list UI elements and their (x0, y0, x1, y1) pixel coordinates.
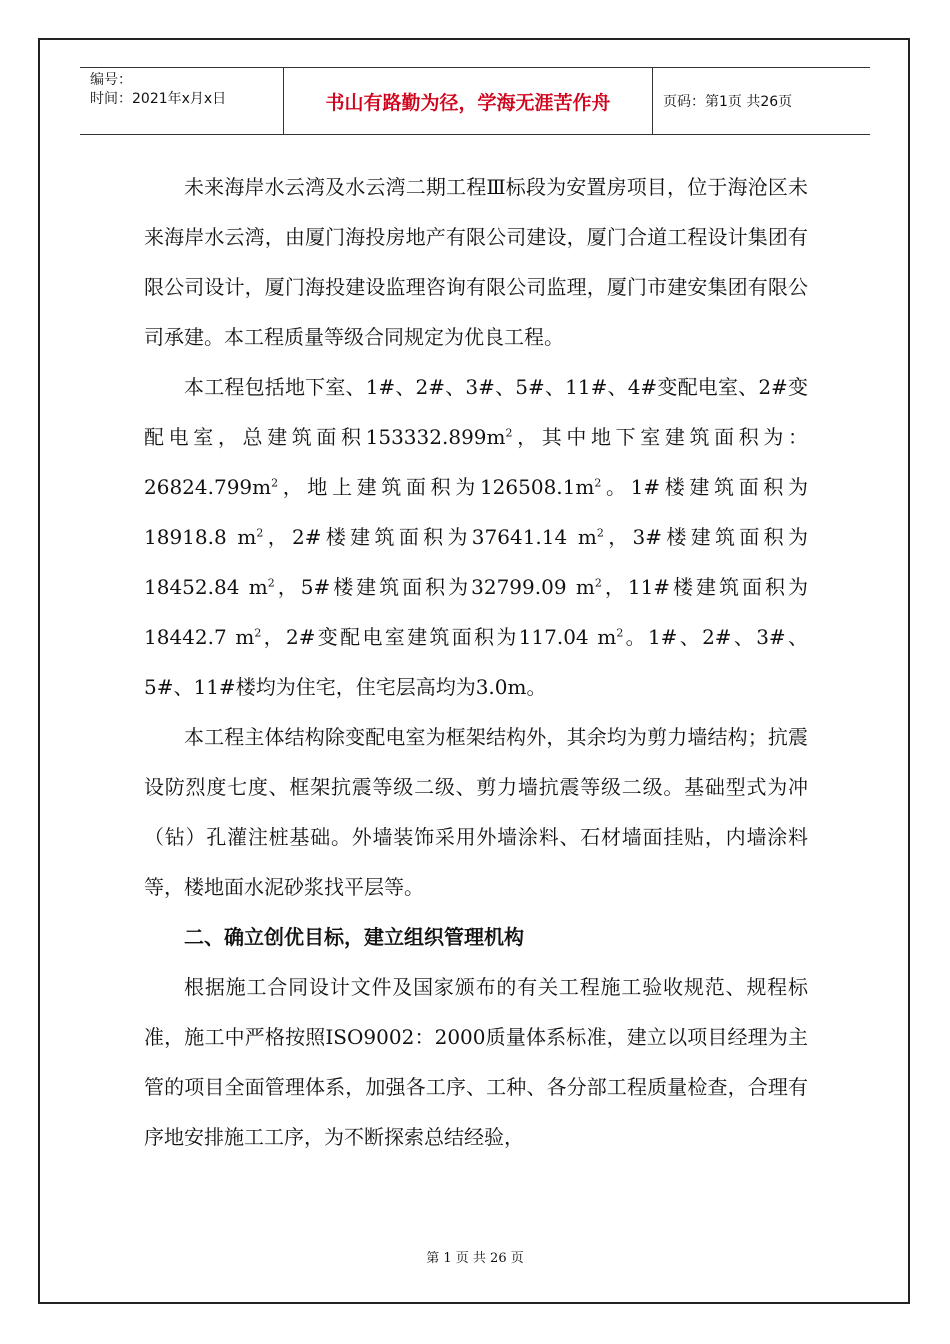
superscript: 2 (271, 476, 279, 490)
text-segment: ，2#变配电室建筑面积为117.04 m (261, 625, 617, 649)
header-meta (80, 68, 283, 134)
text-segment: 。1#楼建筑面积为18918.8 m (144, 475, 808, 549)
superscript: 2 (594, 476, 602, 490)
header-slogan: 书山有路勤为径，学海无涯苦作舟 (283, 68, 653, 134)
text-segment: 。1#、2#、3#、5#、11#楼均为住宅，住宅层高均为3.0m。 (144, 625, 808, 699)
paragraph-building-areas (144, 362, 808, 712)
superscript: 2 (254, 626, 262, 640)
text-segment: ，2#楼建筑面积为37641.14 m (263, 525, 597, 549)
text-segment: 本工程包括地下室、1#、2#、3#、5#、11#、4#变配电室、2#变配电室，总建筑面积153332.899m (144, 375, 808, 449)
document-body (144, 162, 808, 1162)
paragraph-structure: 本工程主体结构除变配电室为框架结构外，其余均为剪力墙结构；抗震设防烈度七度、框架抗震等级二级、剪力墙抗震等级二级。基础型式为冲（钻）孔灌注桩基础。外墙装饰采用外墙涂料、石材墙面挂贴，内墙涂料等，楼地面水泥砂浆找平层等。 (144, 725, 808, 899)
superscript: 2 (267, 576, 275, 590)
superscript: 2 (616, 626, 624, 640)
text-segment: ，5#楼建筑面积为32799.09 m (274, 575, 595, 599)
document-time: 时间：2021年x月x日 (90, 91, 227, 107)
superscript: 2 (505, 426, 513, 440)
section-heading: 二、确立创优目标，建立组织管理机构 (184, 925, 524, 949)
text-segment: ，11#楼建筑面积为18442.7 m (144, 575, 808, 649)
text-segment: ，其中地下室建筑面积为：26824.799m (144, 425, 809, 499)
page-footer: 第 1 页 共 26 页 (426, 1251, 524, 1266)
superscript: 2 (594, 576, 602, 590)
header-page-info: 页码：第1页 共26页 (663, 94, 793, 110)
text-segment: ，地上建筑面积为126508.1m (278, 475, 595, 499)
document-number: 编号： (90, 72, 132, 88)
superscript: 2 (256, 526, 264, 540)
paragraph-project-overview: 未来海岸水云湾及水云湾二期工程Ⅲ标段为安置房项目，位于海沧区未来海岸水云湾，由厦门海投房地产有限公司建设，厦门合道工程设计集团有限公司设计，厦门海投建设监理咨询有限公司监理，厦门市建安集团有限公司承建。本工程质量等级合同规定为优良工程。 (144, 175, 808, 349)
superscript: 2 (596, 526, 604, 540)
text-segment: ，3#楼建筑面积为18452.84 m (144, 525, 809, 599)
paragraph-management: 根据施工合同设计文件及国家颁布的有关工程施工验收规范、规程标准，施工中严格按照ISO9002：2000质量体系标准，建立以项目经理为主管的项目全面管理体系，加强各工序、工种、各分部工程质量检查，合理有序地安排施工工序，为不断探索总结经验， (144, 975, 808, 1149)
header-table (80, 67, 870, 135)
